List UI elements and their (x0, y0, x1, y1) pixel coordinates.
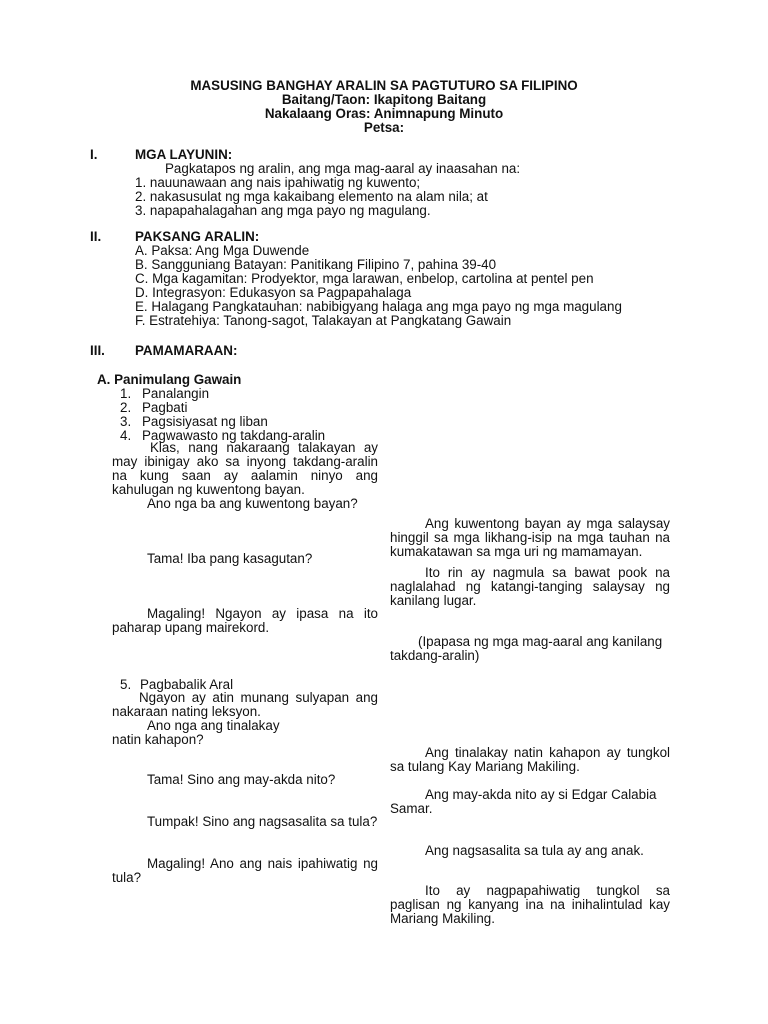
student-answer: Ito rin ay nagmula sa bawat pook na naglalahad ng katangi-tanging salaysay ng kanilang lugar. (390, 565, 670, 608)
student-answer: (Ipapasa ng mga mag-aaral ang kanilang takdang-aralin) (390, 634, 663, 663)
objectives-intro: Pagkatapos ng aralin, ang mga mag-aaral ay inaasahan na: (165, 161, 521, 176)
teacher-question: Tama! Iba pang kasagutan? (147, 551, 313, 566)
teacher-statement: Klas, nang nakaraang talakayan ay may ibinigay ako sa inyong takdang-aralin na kung saan ay aalamin ninyo ang kahulugan ng kuwentong bayan. (112, 440, 378, 497)
teacher-question: Magaling! Ano ang nais ipahiwatig ng tula? (112, 856, 378, 885)
student-answer: Ang kuwentong bayan ay mga salaysay hinggil sa mga likhang-isip na mga tauhan na kumakatawan sa mga uri ng mamamayan. (390, 516, 670, 559)
student-answer: Ito ay nagpapahiwatig tungkol sa paglisan ng kanyang ina na inihalintulad kay Mariang Makiling. (390, 883, 670, 926)
step-label: Panalangin (142, 386, 210, 401)
step-number: 1. (120, 386, 132, 401)
teacher-question: Tumpak! Sino ang nagsasalita sa tula? (147, 814, 378, 829)
teacher-statement: Magaling! Ngayon ay ipasa na ito paharap upang mairekord. (112, 606, 378, 635)
section2-numeral: II. (90, 229, 102, 244)
subsection-a-heading: A. Panimulang Gawain (97, 372, 242, 387)
section1-heading: MGA LAYUNIN: (135, 147, 233, 162)
objective-item: 3. napapahalagahan ang mga payo ng magulang. (135, 203, 431, 218)
student-answer: Ang nagsasalita sa tula ay ang anak. (425, 843, 644, 858)
step-label: Pagwawasto ng takdang-aralin (142, 428, 326, 443)
section3-numeral: III. (90, 343, 105, 358)
step-label: Pagbabalik Aral (140, 677, 234, 692)
allotted-time: Nakalaang Oras: Animnapung Minuto (264, 106, 504, 121)
step-label: Pagbati (142, 400, 188, 415)
step-number: 5. (120, 677, 132, 692)
objective-item: 1. nauunawaan ang nais ipahiwatig ng kuwento; (135, 175, 421, 190)
teacher-statement: Ngayon ay atin munang sulyapan ang nakaraan nating leksyon. (112, 690, 378, 719)
section3-heading: PAMAMARAAN: (135, 343, 238, 358)
teacher-question: Ano nga ba ang kuwentong bayan? (147, 496, 358, 511)
section2-heading: PAKSANG ARALIN: (135, 229, 260, 244)
teacher-question: Ano nga ang tinalakay natin kahapon? (112, 718, 280, 747)
student-answer: Ang tinalakay natin kahapon ay tungkol sa tulang Kay Mariang Makiling. (390, 745, 670, 774)
teacher-question: Tama! Sino ang may-akda nito? (147, 772, 336, 787)
document-title: MASUSING BANGHAY ARALIN SA PAGTUTURO SA FILIPINO (190, 78, 578, 93)
subject-item: E. Halagang Pangkatauhan: nabibigyang halaga ang mga payo ng mga magulang (135, 299, 622, 314)
step-number: 4. (120, 428, 132, 443)
grade-level: Baitang/Taon: Ikapitong Baitang (281, 92, 487, 107)
step-label: Pagsisiyasat ng liban (142, 414, 268, 429)
section1-numeral: I. (90, 147, 98, 162)
date-label: Petsa: (363, 120, 405, 135)
step-number: 3. (120, 414, 132, 429)
objective-item: 2. nakasusulat ng mga kakaibang elemento na alam nila; at (135, 189, 488, 204)
student-answer: Ang may-akda nito ay si Edgar Calabia Samar. (390, 787, 657, 816)
subject-item: F. Estratehiya: Tanong-sagot, Talakayan at Pangkatang Gawain (135, 313, 512, 328)
subject-item: B. Sangguniang Batayan: Panitikang Filipino 7, pahina 39-40 (135, 257, 497, 272)
subject-item: A. Paksa: Ang Mga Duwende (135, 243, 310, 258)
subject-item: C. Mga kagamitan: Prodyektor, mga larawan, enbelop, cartolina at pentel pen (135, 271, 594, 286)
subject-item: D. Integrasyon: Edukasyon sa Pagpapahalaga (135, 285, 412, 300)
step-number: 2. (120, 400, 132, 415)
